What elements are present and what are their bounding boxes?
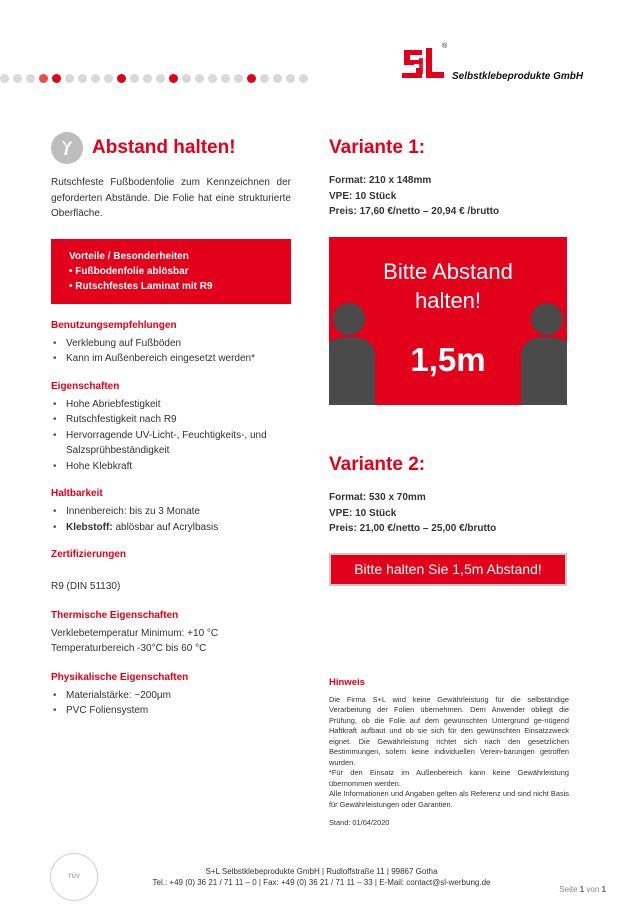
decorative-dot [273, 74, 282, 83]
title-row [51, 130, 291, 166]
poster-line: Bitte Abstand [383, 259, 513, 284]
decorative-dot [182, 74, 191, 83]
thermal-heading: Thermische Eigenschaften [51, 609, 179, 621]
list-item: • Hervorragende UV-Licht-, Feuchtigkeits-, und Salzsprühbeständigkeit [51, 428, 291, 459]
decorative-dot [117, 74, 126, 83]
list-item: • Kann im Außenbereich eingesetzt werden* [51, 351, 291, 367]
thermal-line: Temperaturbereich -30°C bis 60 °C [51, 643, 207, 654]
poster-line: halten! [414, 288, 482, 313]
tuv-seal-text: TÜV [68, 874, 80, 880]
variant2-vpe: VPE: 10 Stück [329, 507, 397, 519]
intro-text: Rutschfeste Fußbodenfolie zum Kennzeichnen der geforderten Abstände. Die Folie hat eine strukturierte Oberfläche. [51, 177, 291, 219]
decorative-dot [65, 74, 74, 83]
variant1-price: Preis: 17,60 €/netto – 20,94 € /brutto [329, 206, 500, 217]
decorative-dot [130, 74, 139, 83]
variant2-specs [329, 490, 569, 537]
hint-paragraph: *Für den Einsatz im Außenbereich kann keine Gewährleistung übernommen werden. [329, 768, 569, 788]
list-item: • PVC Foliensystem [51, 703, 291, 719]
decorative-dot [260, 74, 269, 83]
benefits-box [51, 239, 291, 304]
decorative-dot [13, 74, 22, 83]
poster-text [329, 257, 567, 315]
page-total: 1 [601, 885, 606, 894]
footer-contact: Tel.: +49 (0) 36 21 / 71 11 – 0 | Fax: +49 (0) 36 21 / 71 11 – 33 | E-Mail: contact@sl-werbung.de [152, 878, 491, 887]
page-current: 1 [579, 885, 585, 894]
durability-list [51, 504, 291, 535]
decorative-dot [26, 74, 35, 83]
usage-heading: Benutzungsempfehlungen [51, 319, 177, 331]
decorative-dot [91, 74, 100, 83]
certs-heading: Zertifizierungen [51, 549, 127, 560]
physical-list [51, 688, 291, 719]
list-item: • Rutschfestigkeit nach R9 [51, 412, 291, 428]
variant1-title: Variante 1: [329, 137, 426, 158]
hint-paragraph: Alle Informationen und Angaben gelten als Referenz und sind nicht Basis für Gewährleistungen oder Garantien. [329, 789, 569, 809]
thermal-line: Verklebetemperatur Minimum: +10 °C [51, 627, 219, 639]
tuv-seal-icon [50, 853, 98, 901]
decorative-dot [143, 74, 152, 83]
poster-distance: 1,5m [410, 341, 486, 378]
decorative-dot [39, 74, 48, 83]
hint-block [329, 678, 569, 829]
list-item: • Verklebung auf Fußböden [51, 336, 291, 352]
variant1-block [329, 137, 569, 220]
variant1-format: Format: 210 x 148mm [329, 175, 432, 186]
page-title: Abstand halten! [92, 137, 236, 159]
list-item: • Hohe Abriebfestigkeit [51, 397, 291, 413]
decorative-dot [286, 74, 295, 83]
benefit-item: • Rutschfestes Laminat mit R9 [69, 280, 213, 292]
page-prefix: Seite [559, 885, 580, 894]
decorative-dot [299, 74, 308, 83]
list-item: • Innenbereich: bis zu 3 Monate [51, 504, 291, 520]
decorative-dot [0, 74, 9, 83]
decorative-dot [78, 74, 87, 83]
page-number [559, 885, 606, 894]
variant2-price: Preis: 21,00 €/netto – 25,00 €/brutto [329, 523, 497, 534]
hint-paragraph: Die Firma S+L wird keine Gewährleistung für die selbständige Verarbeitung der Folien übernehmen. Dem Anwender obliegt die Prüfung, ob die Folie auf dem gewünschten Untergrund ge-nügend Haftkraft aufbaut und ob sie sich für den gewünschten Einsatzzweck eignet. Die Gewährleistung richtet sich nach den gesetzlichen Bestimmungen, sofern keine individuellen Verein-barungen getroffen wurden. [329, 694, 569, 767]
page-mid: von [584, 885, 602, 894]
list-item [51, 520, 291, 536]
decorative-dot [234, 74, 243, 83]
benefits-heading: Vorteile / Besonderheiten [69, 250, 189, 262]
benefit-item: • Fußbodenfolie ablösbar [69, 265, 189, 277]
decorative-dot [169, 74, 178, 83]
variant2-block [329, 454, 569, 537]
list-item: • Hohe Klebkraft [51, 459, 291, 475]
list-item: • Materialstärke: ~200µm [51, 688, 291, 704]
registered-mark: ® [442, 43, 448, 50]
adhesive-label: Klebstoff: [66, 521, 113, 533]
footer-address: S+L Selbstklebeprodukte GmbH | Rudloffstraße 11 | 99867 Gotha [205, 867, 438, 876]
decorative-dot [195, 74, 204, 83]
decorative-dot [156, 74, 165, 83]
physical-heading: Physikalische Eigenschaften [51, 671, 189, 683]
variant1-specs [329, 173, 569, 220]
hint-heading: Hinweis [329, 677, 365, 688]
variant1-poster-image [329, 237, 567, 405]
properties-list [51, 397, 291, 475]
tool-icon [51, 132, 83, 164]
variant2-format: Format: 530 x 70mm [329, 492, 426, 503]
properties-heading: Eigenschaften [51, 380, 120, 392]
decorative-dot [221, 74, 230, 83]
certs-value: R9 (DIN 51130) [51, 581, 121, 592]
adhesive-value: ablösbar auf Acrylbasis [112, 521, 219, 533]
left-column [51, 130, 291, 719]
sl-logo-icon [400, 44, 446, 82]
variant2-banner-image: Bitte halten Sie 1,5m Abstand! [329, 553, 567, 586]
hint-date: Stand: 01/04/2020 [329, 818, 390, 827]
decorative-dot [247, 74, 256, 83]
usage-list [51, 336, 291, 367]
durability-heading: Haltbarkeit [51, 488, 103, 499]
decorative-dot-row [0, 73, 312, 83]
decorative-dot [104, 74, 113, 83]
company-name: Selbstklebeprodukte GmbH [452, 71, 584, 82]
variant1-vpe: VPE: 10 Stück [329, 190, 397, 202]
decorative-dot [52, 74, 61, 83]
decorative-dot [208, 74, 217, 83]
variant2-title: Variante 2: [329, 454, 426, 475]
